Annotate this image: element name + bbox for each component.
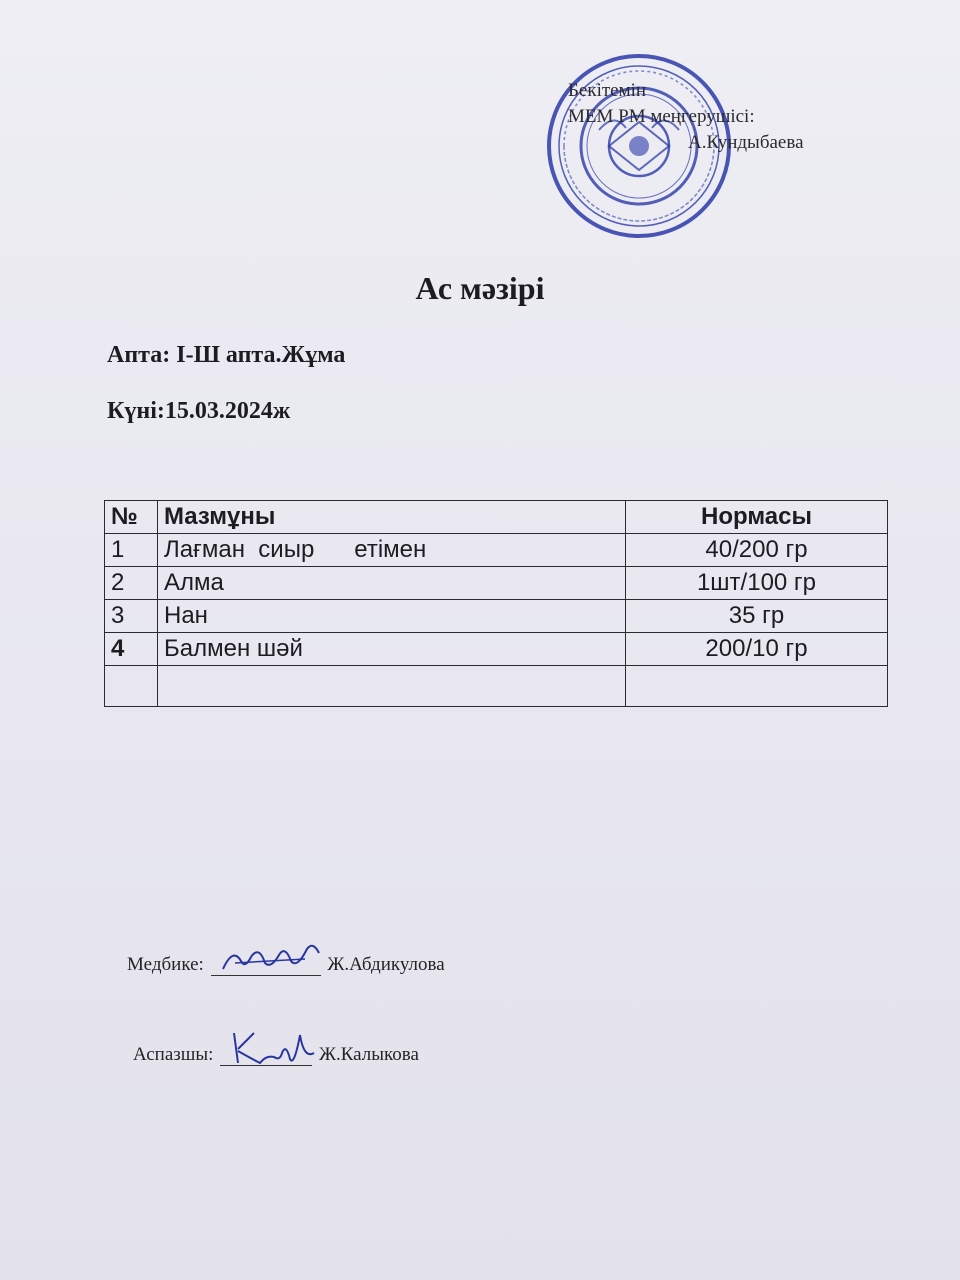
header-norm: Нормасы	[626, 501, 888, 534]
row-number: 3	[105, 600, 158, 633]
nurse-signature	[211, 955, 321, 976]
approval-heading: Бекітемін	[568, 80, 647, 101]
cook-name: Ж.Калыкова	[318, 1044, 419, 1065]
table-row	[105, 567, 888, 600]
table-row-empty	[105, 666, 888, 707]
row-dish: Балмен шәй	[158, 633, 626, 666]
approval-block	[568, 78, 804, 156]
row-dish: Нан	[158, 600, 626, 633]
row-norm: 40/200 гр	[626, 534, 888, 567]
cook-label: Аспазшы:	[133, 1044, 214, 1065]
page-title: Ас мәзірі	[415, 270, 545, 306]
row-number: 2	[105, 567, 158, 600]
approval-name: А.Кундыбаева	[688, 132, 804, 153]
row-norm: 200/10 гр	[626, 633, 888, 666]
nurse-name: Ж.Абдикулова	[327, 954, 445, 975]
table-header-row	[105, 501, 888, 534]
row-dish: Лағман сиыр етімен	[158, 534, 626, 567]
table-row	[105, 600, 888, 633]
cook-signature-line	[133, 1044, 419, 1066]
row-dish	[158, 666, 626, 707]
row-number	[105, 666, 158, 707]
signature-icon	[215, 939, 325, 979]
row-norm: 35 гр	[626, 600, 888, 633]
row-dish: Алма	[158, 567, 626, 600]
week-label: Апта: І-Ш апта.Жұма	[107, 342, 346, 368]
header-number: №	[105, 501, 158, 534]
header-content: Мазмұны	[158, 501, 626, 534]
date-label: Күні:15.03.2024ж	[107, 398, 291, 424]
row-number: 4	[105, 633, 158, 666]
table-row	[105, 633, 888, 666]
nurse-signature-line	[127, 954, 445, 976]
table-row	[105, 534, 888, 567]
approval-position: МЕМ РМ меңгерушісі:	[568, 106, 755, 127]
row-number: 1	[105, 534, 158, 567]
cook-signature	[220, 1045, 312, 1066]
row-norm: 1шт/100 гр	[626, 567, 888, 600]
row-norm	[626, 666, 888, 707]
signature-icon	[224, 1029, 324, 1071]
nurse-label: Медбике:	[127, 954, 204, 975]
bleed-through-text	[120, 200, 125, 221]
menu-table	[104, 500, 888, 707]
